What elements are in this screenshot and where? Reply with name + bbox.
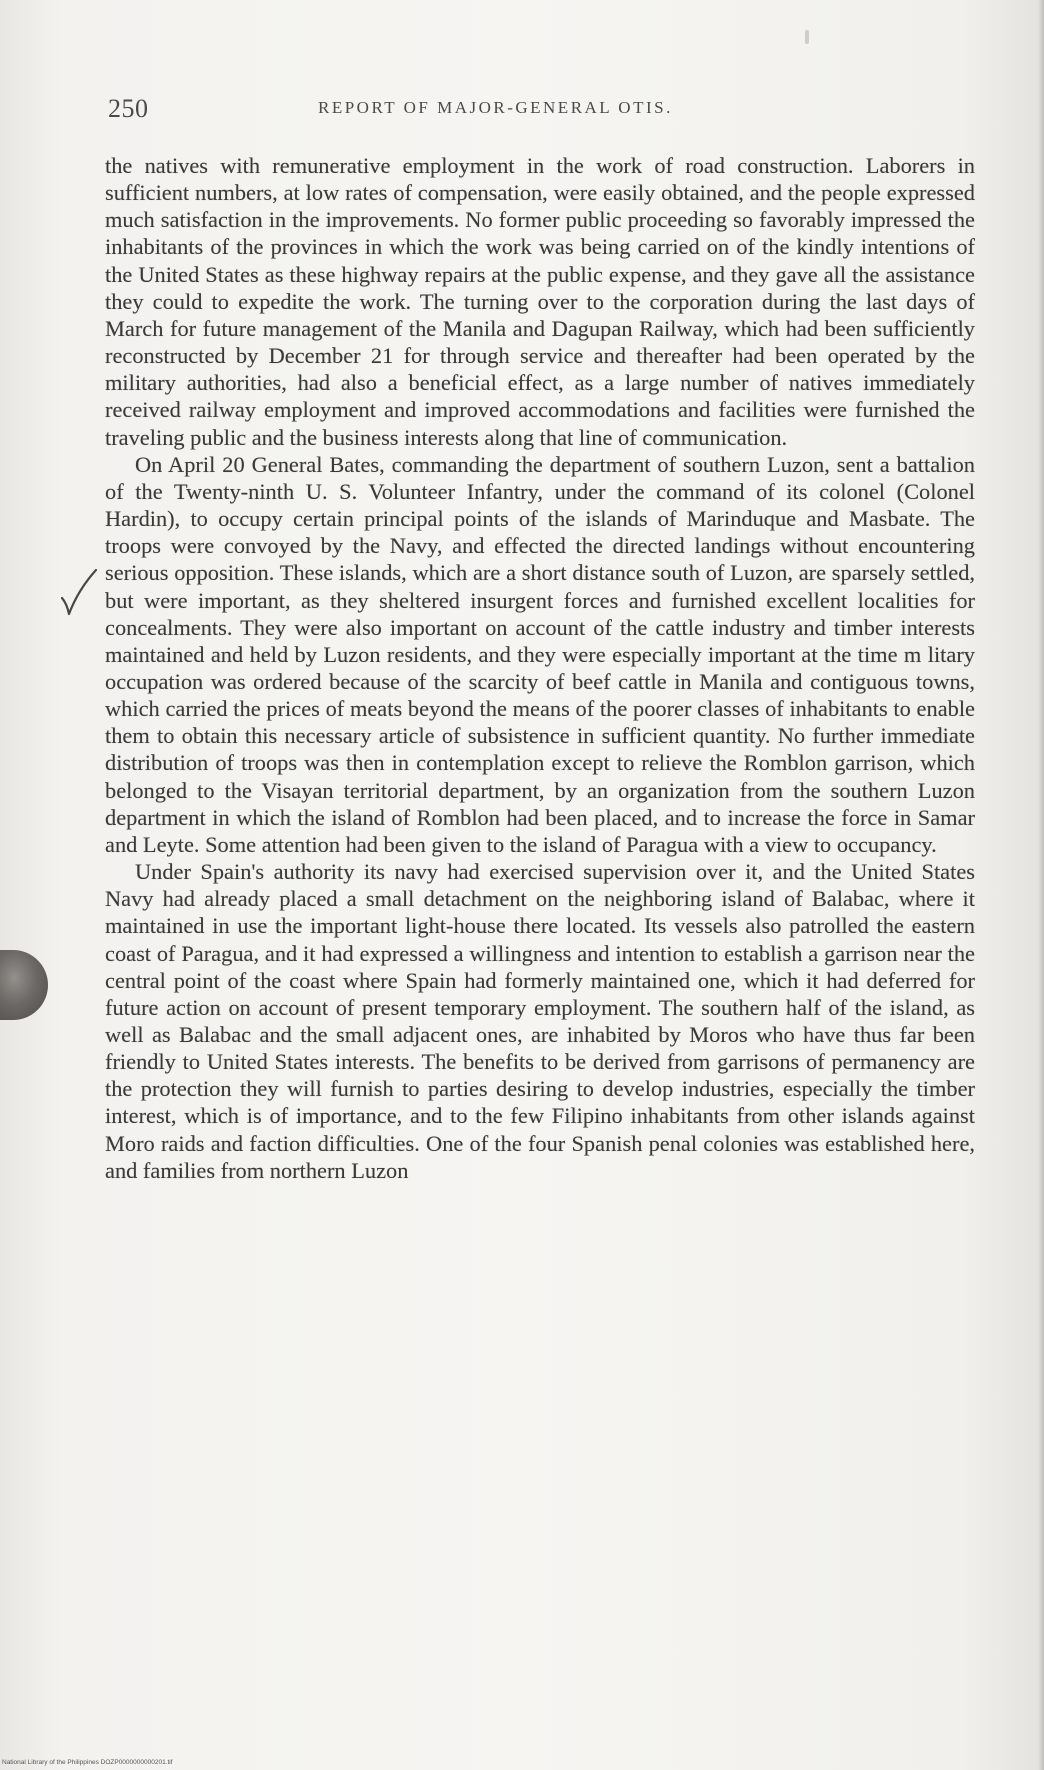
paragraph-3: Under Spain's authority its navy had exercised supervision over it, and the United States Navy had already placed a small detachment on the neighboring island of Balabac, where it maintained in use the important light-house there located. Its vessels also patrolled the eastern coast of Paragua, and it had expressed a willingness and intention to establish a garrison near the central point of the coast where Spain had formerly maintained one, which it had deferred for future action on account of present temporary employment. The southern half of the island, as well as Balabac and the small adjacent ones, are inhabited by Moros who have thus far been friendly to United States interests. The benefits to be derived from garrisons of permanency are the protection they will furnish to parties desiring to develop industries, especially the timber interest, which is of importance, and to the few Filipino inhabitants from other islands against Moro raids and faction difficulties. One of the four Spanish penal colonies was established here, and families from northern Luzon xyxy=(105,859,975,1183)
running-head: REPORT OF MAJOR-GENERAL OTIS. xyxy=(318,98,673,117)
paragraph-2: On April 20 General Bates, commanding the department of southern Luzon, sent a battalion of the Twenty-ninth U. S. Volunteer Infantry, under the command of its colonel (Colonel Hardin), to occupy certain principal points of the islands of Marinduque and Masbate. The troops were convoyed by the Navy, and effected the directed landings without encountering serious opposition. These islands, which are a short distance south of Luzon, are sparsely settled, but were important, as they sheltered insurgent forces and furnished excellent localities for concealments. They were also important on account of the cattle industry and timber interests maintained and held by Luzon residents, and they were especially important at the time m litary occupation was ordered because of the scarcity of beef cattle in Manila and contiguous towns, which carried the prices of meats beyond the means of the poorer classes of inhabitants to enable them to obtain this necessary article of subsistence in sufficient quantity. No further immediate distribution of troops was then in contemplation except to relieve the Romblon garrison, which belonged to the Visayan territorial department, by an organization from the southern Luzon department in which the island of Romblon had been placed, and to increase the force in Samar and Leyte. Some attention had been given to the island of Paragua with a view to occupancy. xyxy=(105,451,975,857)
page-header xyxy=(108,94,976,124)
paragraph-1: the natives with remunerative employment in the work of road construction. Laborers in sufficient numbers, at low rates of compensation, were easily obtained, and the people expressed much satisfaction in the improvements. No former public proceeding so favorably impressed the inhabitants of the provinces in which the work was being carried on of the kindly intentions of the United States as these highway repairs at the public expense, and they gave all the assistance they could to expedite the work. The turning over to the corporation during the last days of March for future management of the Manila and Dagupan Railway, which had been sufficiently reconstructed by December 21 for through service and thereafter had been operated by the military authorities, had also a beneficial effect, as a large number of natives immediately received railway employment and improved accommodations and facilities were furnished the traveling public and the business interests along that line of communication. xyxy=(105,153,975,450)
thumb-shadow xyxy=(0,950,48,1020)
page-edge xyxy=(1038,0,1044,1770)
body-text xyxy=(105,152,975,1184)
paper-smudge xyxy=(805,30,809,44)
check-mark-icon xyxy=(58,568,98,618)
archive-credit: National Library of the Philippines DOZP0000000000201.tif xyxy=(2,1759,173,1766)
page-number: 250 xyxy=(108,94,149,123)
